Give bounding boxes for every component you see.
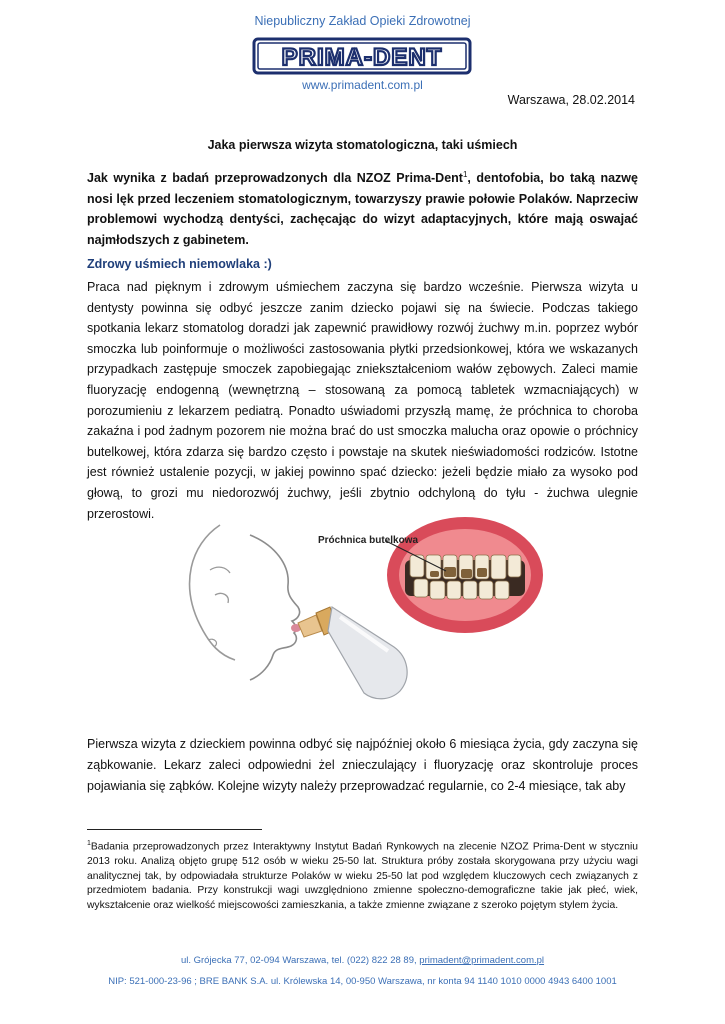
lead-part1: Jak wynika z badań przeprowadzonych dla NZOZ Prima-Dent bbox=[87, 171, 463, 186]
header-organization: Niepubliczny Zakład Opieki Zdrowotnej bbox=[254, 14, 471, 28]
footnote-divider bbox=[87, 829, 262, 830]
baby-bottle-caries-illustration bbox=[180, 515, 550, 715]
prima-dent-logo bbox=[252, 36, 472, 76]
footnote-number: 1 bbox=[87, 840, 91, 847]
footer-address-text: ul. Grójecka 77, 02-094 Warszawa, tel. (022) 822 28 89, bbox=[180, 955, 420, 966]
paragraph-2: Pierwsza wizyta z dzieckiem powinna odbyć się najpóźniej około 6 miesiąca życia, gdy zaczyna się ząbkowanie. Lekarz zaleci odpowiedni żel znieczulający i fluoryzację oraz skontroluje proces pojawiania się ząbków. Kolejne wizyty należy przeprowadzać regularnie, co 2-4 miesiące, tak aby bbox=[87, 737, 638, 793]
lead-paragraph bbox=[87, 165, 638, 250]
footnote-reference: 1 bbox=[462, 170, 468, 179]
footer-bank-details: NIP: 521-000-23-96 ; BRE BANK S.A. ul. Królewska 14, 00-950 Warszawa, nr konta 94 1140 1010 0000 4943 6400 1001 bbox=[108, 976, 617, 987]
footnote bbox=[87, 837, 638, 913]
lead-part2: , dentofobia, bo taką nazwę nosi lęk przed leczeniem stomatologicznym, towarzyszy prawie połowie Polaków. Naprzeciw problemowi wychodzą dentyści, zachęcając do wizyt adaptacyjnych, które mają oswajać najmłodszych z gabinetem. bbox=[87, 171, 638, 247]
header-url: www.primadent.com.pl bbox=[302, 78, 423, 92]
paragraph-1: Praca nad pięknym i zdrowym uśmiechem zaczyna się bardzo wcześnie. Pierwsza wizyta u dentysty powinna się odbyć jeszcze zanim dziecko pojawi się na świecie. Podczas takiego spotkania lekarz stomatolog doradzi jak zapewnić prawidłowy rozwój żuchwy m.in. poprzez wybór smoczka lub poinformuje o możliwości zastosowania płytki przedsionkowej, która we wskazanych przypadkach zastępuje smoczek zapobiegając zniekształceniom wałów zębowych. Zaleci mamie fluoryzację endogenną (wewnętrzną – stosowaną za pomocą tabletek wzmacniających) w porozumieniu z lekarzem pediatrą. Ponadto uświadomi przyszłą mamę, że próchnica to choroba zakaźna i pod żadnym pozorem nie można brać do ust smoczka malucha oraz opowie o próchnicy butelkowej, która zdarza się bardzo często i powstaje na skutek nieświadomości rodziców. Istotne jest również ustalenie pozycji, w jakiej powinno spać dziecko: jeżeli będzie miało za wysoko pod głową, to grozi mu niedorozwój żuchwy, jeśli zbytnio odchyloną do tyłu - żuchwa ulegnie przerostowi. bbox=[87, 280, 638, 521]
logo-text: PRIMA-DENT bbox=[281, 44, 443, 71]
footnote-text: Badania przeprowadzonych przez Interaktywny Instytut Badań Rynkowych na zlecenie NZOZ Prima-Dent w styczniu 2013 roku. Analizą objęto grupę 512 osób w wieku 25-50 lat. Struktura próby została skorygowana przy użyciu wagi analitycznej tak, by odpowiadała strukturze Polaków w wieku 25-50 lat pod względem kluczowych cech związanych z przedmiotem badania. Przy konstrukcji wagi uwzględniono zmienne społeczno-demograficzne takie jak płeć, wiek, wykształcenie oraz wielkość miejscowości zamieszkania, a także zmienne związane z szeroko pojętym stylem życia. bbox=[87, 841, 638, 911]
footer-email-link[interactable]: primadent@primadent.com.pl bbox=[419, 955, 545, 966]
document-title: Jaka pierwsza wizyta stomatologiczna, taki uśmiech bbox=[207, 138, 518, 152]
document-date: Warszawa, 28.02.2014 bbox=[507, 93, 635, 107]
section-title: Zdrowy uśmiech niemowlaka :) bbox=[87, 257, 272, 271]
figure-label: Próchnica butelkowa bbox=[318, 535, 419, 546]
footer-address bbox=[0, 955, 725, 966]
